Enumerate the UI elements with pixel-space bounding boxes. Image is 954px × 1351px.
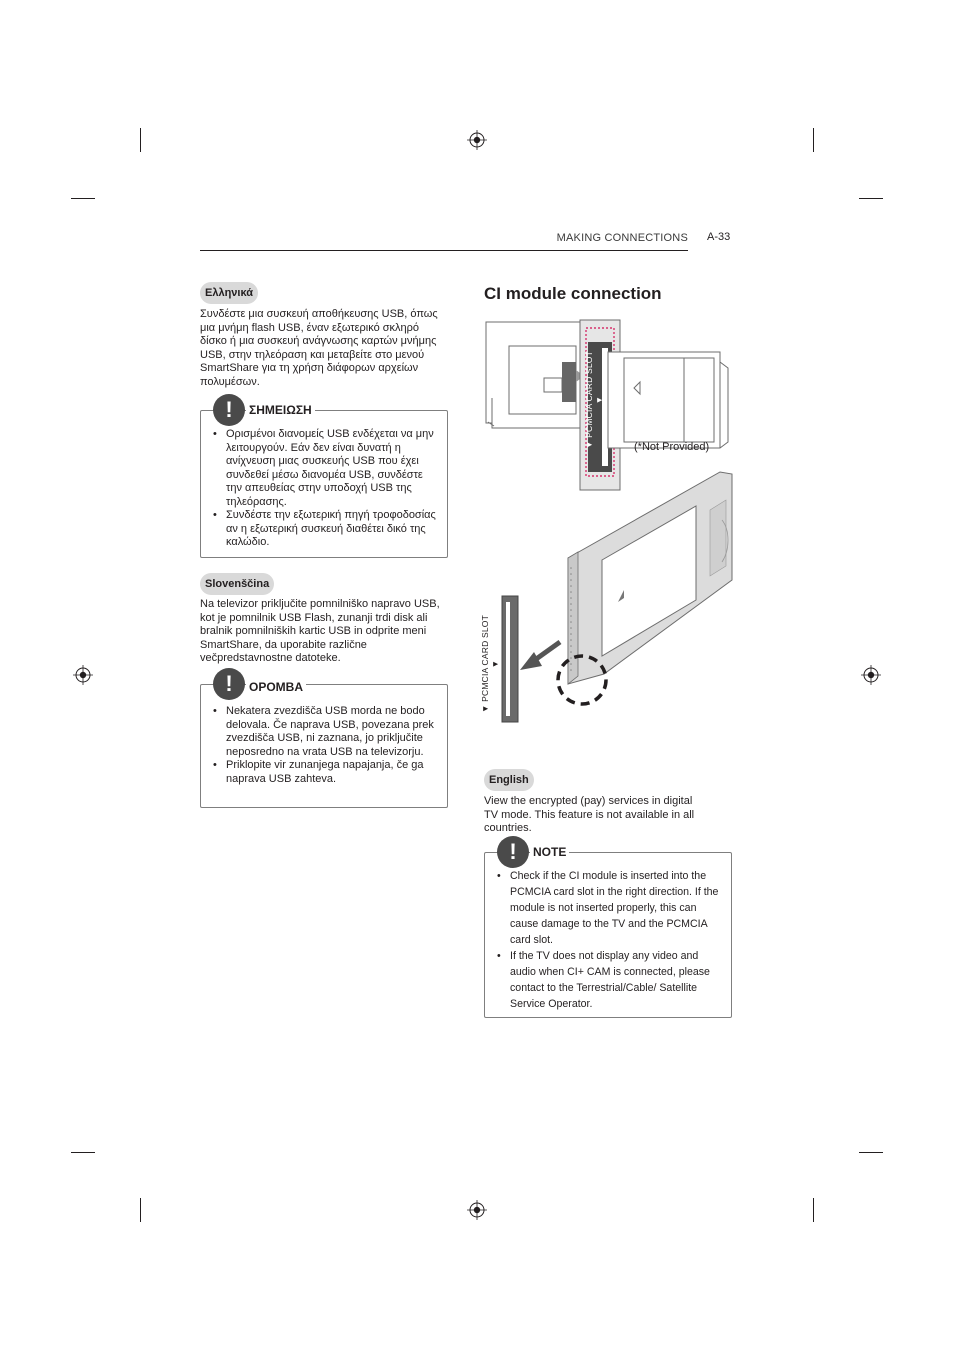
header-rule	[200, 250, 688, 251]
english-note-title: NOTE	[530, 845, 569, 859]
crop-mark	[140, 128, 141, 152]
language-label-slovenian: Slovenščina	[200, 573, 274, 595]
pcmcia-slot-label-bottom: ▼ PCMCIA CARD SLOT ▼	[480, 615, 500, 713]
registration-mark-icon	[73, 665, 93, 685]
page-number: A-33	[707, 231, 731, 243]
greek-note-title: ΣΗΜΕΙΩΣΗ	[246, 403, 315, 417]
english-note-list	[496, 868, 722, 1012]
greek-note-title-rule	[330, 410, 430, 411]
ci-slot-illustration	[484, 318, 734, 493]
exclamation-icon: !	[213, 668, 245, 700]
slovenian-intro: Na televizor priključite pomnilniško napravo USB, kot je pomnilnik USB Flash, zunanji trdi disk ali bralnik pomnilniških kartic USB in odprite meni SmartShare, da uporabite različne večpredstavnostne datoteke.	[200, 598, 440, 664]
language-label-english: English	[484, 769, 534, 791]
registration-mark-icon	[467, 1200, 487, 1220]
crop-mark	[71, 1152, 95, 1153]
running-header: MAKING CONNECTIONS	[556, 232, 688, 244]
crop-mark	[813, 1198, 814, 1222]
list-item: • Check if the CI module is inserted into the PCMCIA card slot in the right direction. If the module is not inserted properly, this can cause damage to the TV and the PCMCIA card slot.	[496, 868, 722, 948]
ci-insert-illustration	[500, 470, 740, 730]
registration-mark-icon	[467, 130, 487, 150]
pcmcia-slot-label-top: ▼ PCMCIA CARD SLOT ▼	[584, 351, 604, 449]
list-item: • Ορισμένοι διανομείς USB ενδέχεται να μην λειτουργούν. Εάν δεν είναι δυνατή η ανίχνευση μιας συσκευής USB που έχει συνδεθεί μέσω διανομέα USB, συνδέστε την απευθείας στην υποδοχή USB της τηλεόρασης.	[212, 428, 438, 509]
crop-mark	[859, 198, 883, 199]
list-item: • Συνδέστε την εξωτερική πηγή τροφοδοσίας αν η εξωτερική συσκευή διαθέτει δικό της καλώδιο.	[212, 509, 438, 550]
not-provided-caption: (*Not Provided)	[634, 441, 710, 453]
registration-mark-icon	[861, 665, 881, 685]
greek-note-list	[212, 428, 438, 550]
language-label-greek: Ελληνικά	[200, 282, 258, 304]
list-item: • Priklopite vir zunanjega napajanja, če ga naprava USB zahteva.	[212, 759, 438, 786]
crop-mark	[71, 198, 95, 199]
exclamation-icon: !	[213, 394, 245, 426]
crop-mark	[859, 1152, 883, 1153]
english-intro: View the encrypted (pay) services in digital TV mode. This feature is not available in all countries.	[484, 795, 695, 834]
crop-mark	[140, 1198, 141, 1222]
list-item: • Nekatera zvezdišča USB morda ne bodo delovala. Če naprava USB, povezana prek zvezdišča USB, ni zaznana, jo priključite neposredno na vrata USB na televizorju.	[212, 705, 438, 759]
section-title: CI module connection	[484, 284, 662, 303]
slovenian-note-title: OPOMBA	[246, 680, 306, 694]
greek-intro: Συνδέστε μια συσκευή αποθήκευσης USB, όπως μια μνήμη flash USB, έναν εξωτερικό σκληρό δίσκο ή μια συσκευή ανάγνωσης καρτών μνήμης USB, στην τηλεόραση και μεταβείτε στο μενού SmartShare για τη χρήση διάφορων αρχείων πολυμέσων.	[200, 308, 438, 388]
slovenian-note-list	[212, 705, 438, 786]
list-item: • If the TV does not display any video and audio when CI+ CAM is connected, please contact to the Terrestrial/Cable/ Satellite Service Operator.	[496, 948, 722, 1012]
exclamation-icon: !	[497, 836, 529, 868]
crop-mark	[813, 128, 814, 152]
